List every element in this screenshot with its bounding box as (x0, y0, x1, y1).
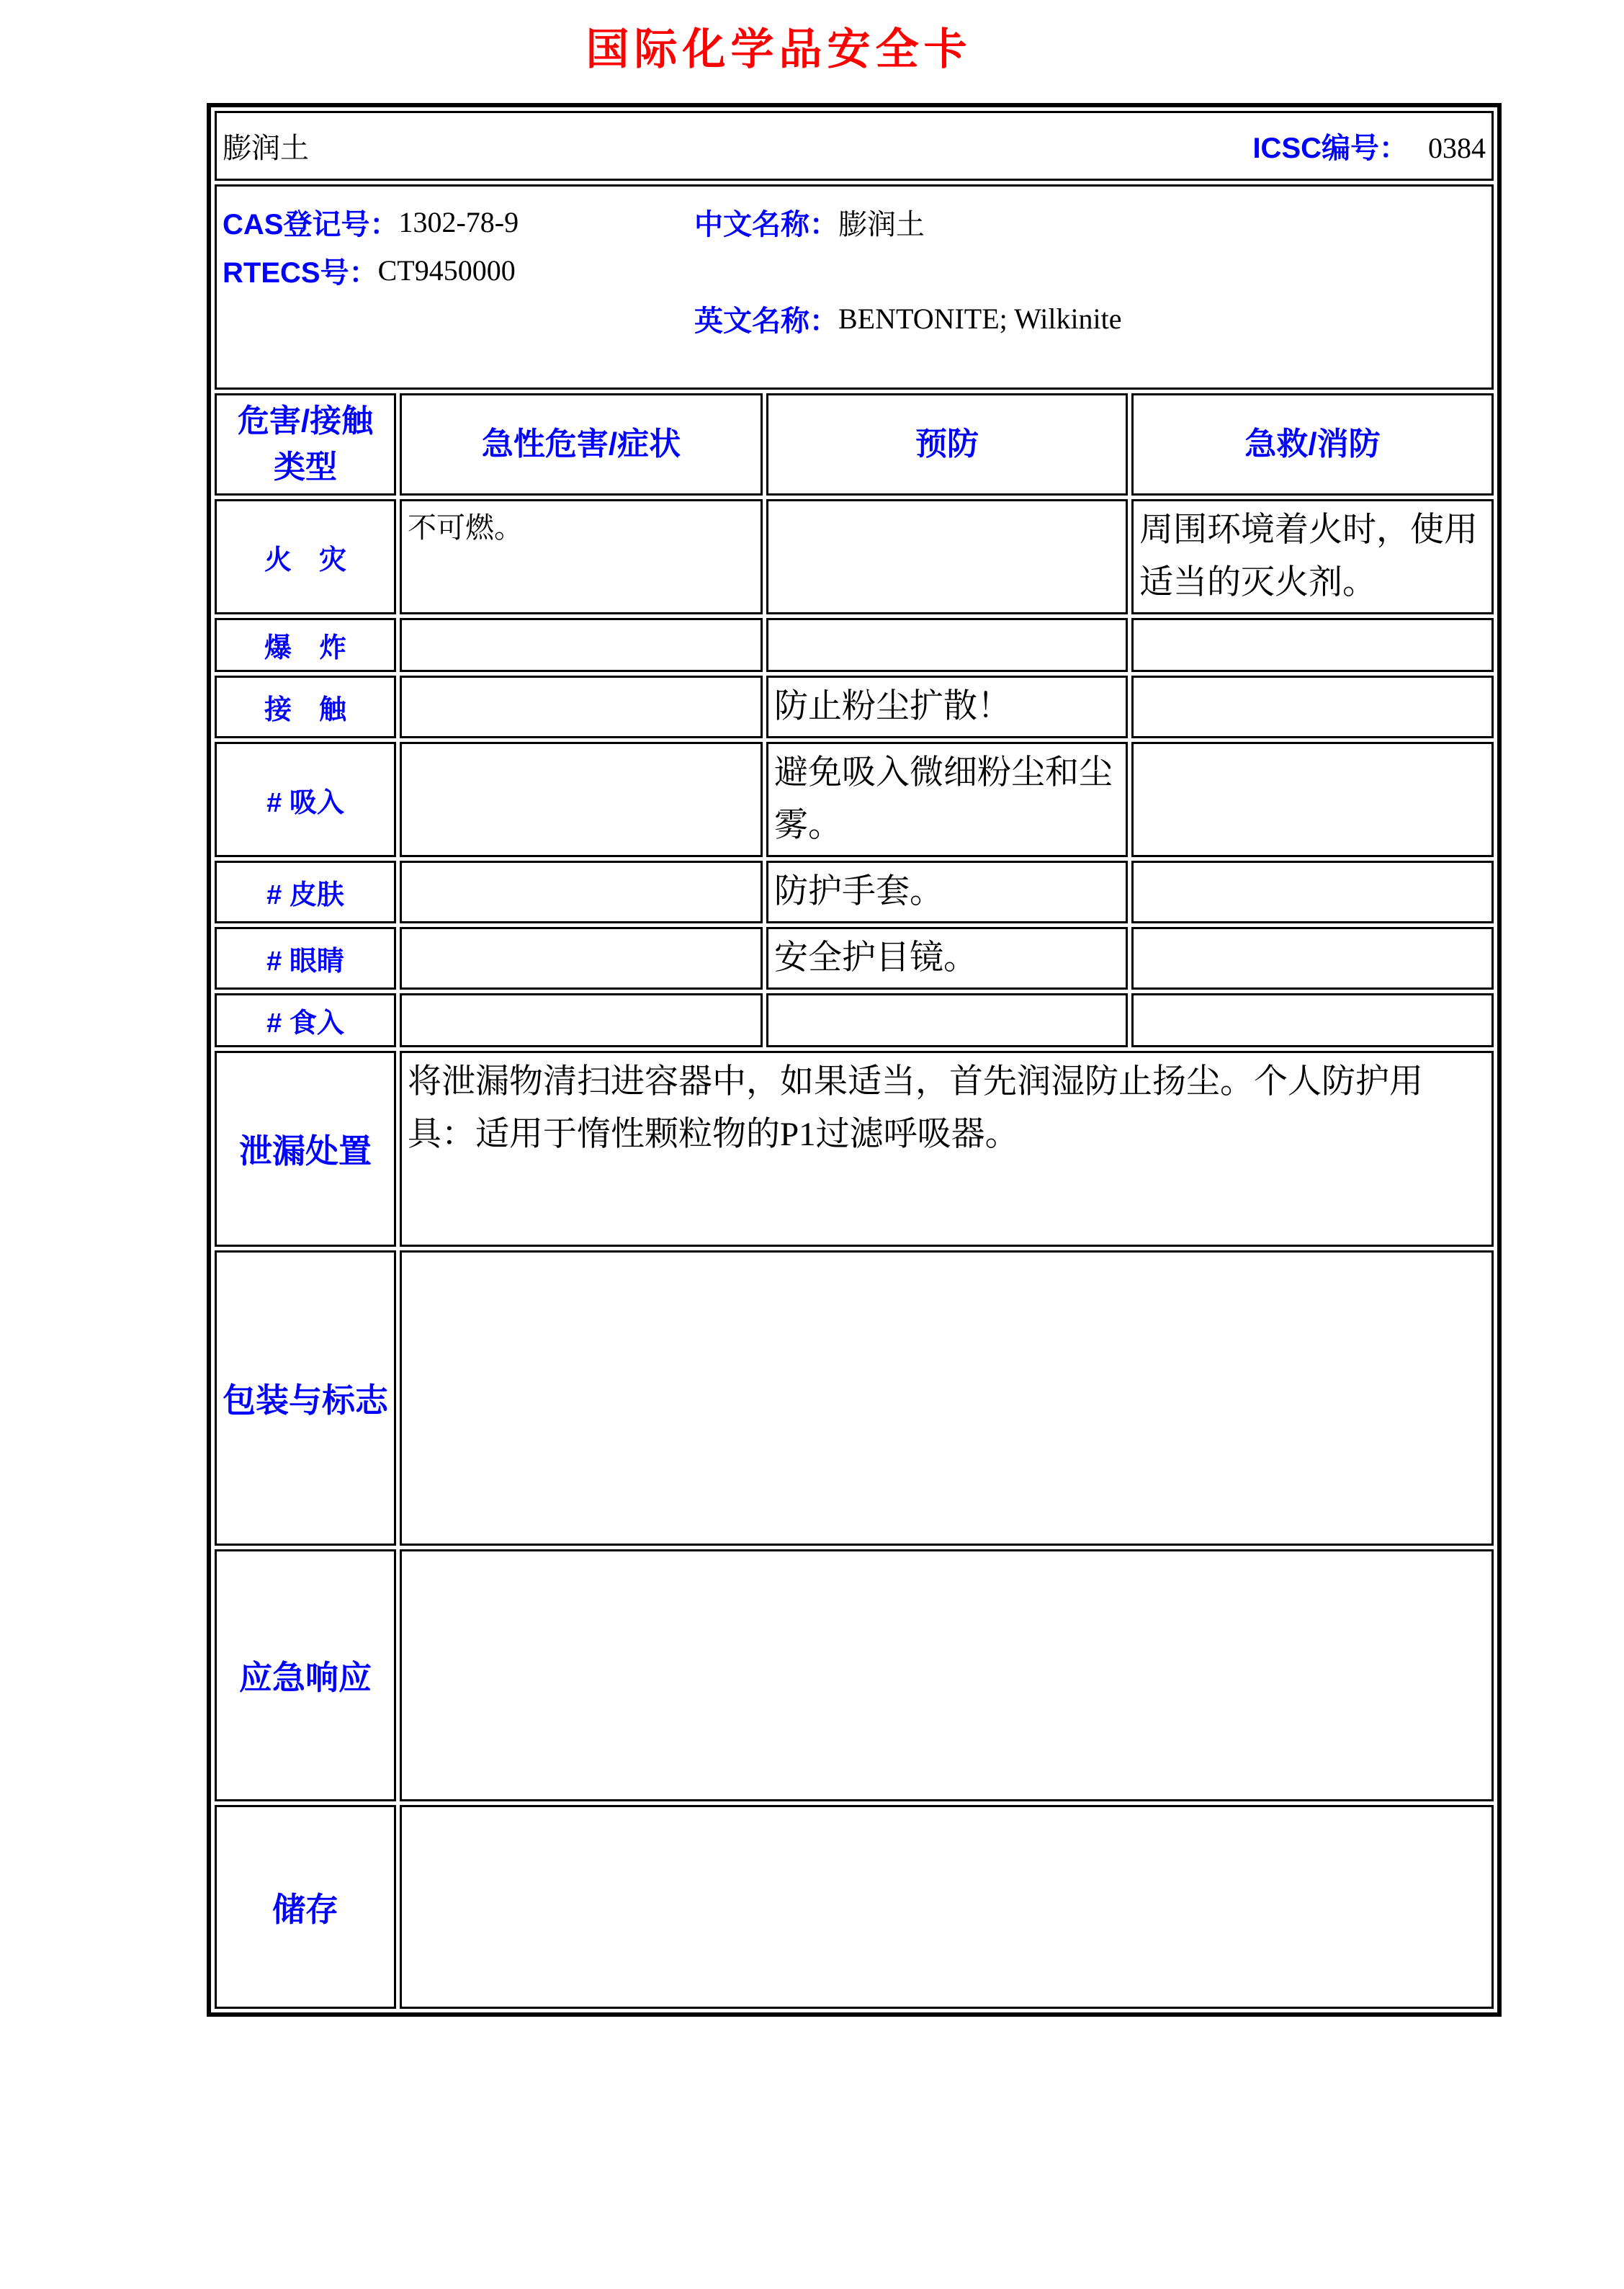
first-aid-cell: 周围环境着火时，使用适当的灭火剂。 (1131, 499, 1494, 614)
symptoms-cell (400, 861, 763, 923)
prevention-cell: 防止粉尘扩散！ (766, 676, 1128, 738)
section-content: 将泄漏物清扫进容器中，如果适当，首先润湿防止扬尘。个人防护用具：适用于惰性颗粒物的P1过滤呼吸器。 (400, 1051, 1494, 1247)
first-aid-cell (1131, 993, 1494, 1047)
identification-row (215, 184, 1494, 390)
col-header-symptoms: 急性危害/症状 (400, 393, 763, 496)
first-aid-cell (1131, 861, 1494, 923)
hazard-row-label: # 吸入 (215, 742, 396, 857)
first-aid-cell (1131, 927, 1494, 990)
name-cell (215, 111, 1494, 181)
cn-name-value: 膨润土 (838, 208, 925, 241)
hazard-row-fire (215, 499, 1494, 614)
cn-name-label: 中文名称： (694, 209, 838, 241)
hazard-row-label: # 食入 (215, 993, 396, 1047)
symptoms-cell (400, 742, 763, 857)
section-row-packaging-labelling (215, 1250, 1494, 1546)
hazard-row-label: 接 触 (215, 676, 396, 738)
prevention-cell (766, 499, 1128, 614)
name-row (215, 111, 1494, 181)
en-name-label: 英文名称： (694, 305, 838, 337)
col-header-first-aid: 急救/消防 (1131, 393, 1494, 496)
icsc-label: ICSC编号： (1252, 133, 1409, 164)
prevention-cell (766, 993, 1128, 1047)
prevention-cell: 避免吸入微细粉尘和尘雾。 (766, 742, 1128, 857)
hazard-row-explosion (215, 618, 1494, 672)
hazard-row-label: # 皮肤 (215, 861, 396, 923)
substance-name: 膨润土 (223, 132, 309, 164)
symptoms-cell (400, 993, 763, 1047)
first-aid-cell (1131, 618, 1494, 672)
symptoms-cell: 不可燃。 (400, 499, 763, 614)
identification-cell (215, 184, 1494, 390)
prevention-cell: 防护手套。 (766, 861, 1128, 923)
first-aid-cell (1131, 676, 1494, 738)
section-content (400, 1250, 1494, 1546)
hazard-row-contact (215, 676, 1494, 738)
symptoms-cell (400, 618, 763, 672)
hazard-row-eyes (215, 927, 1494, 990)
prevention-cell (766, 618, 1128, 672)
en-name-value: BENTONITE; Wilkinite (838, 303, 1122, 335)
hazard-row-ingestion (215, 993, 1494, 1047)
section-label: 泄漏处置 (215, 1051, 396, 1247)
page-title: 国际化学品安全卡 (586, 26, 972, 73)
hazard-row-label: 火 灾 (215, 499, 396, 614)
section-row-spill-disposal (215, 1051, 1494, 1247)
symptoms-cell (400, 676, 763, 738)
prevention-cell: 安全护目镜。 (766, 927, 1128, 990)
symptoms-cell (400, 927, 763, 990)
section-content (400, 1549, 1494, 1801)
icsc-number: 0384 (1428, 132, 1486, 164)
section-label: 储存 (215, 1805, 396, 2009)
safety-card-table (207, 103, 1502, 2017)
cas-value: 1302-78-9 (398, 206, 519, 238)
section-content (400, 1805, 1494, 2009)
column-header-row (215, 393, 1494, 496)
first-aid-cell (1131, 742, 1494, 857)
hazard-row-label: 爆 炸 (215, 618, 396, 672)
section-row-emergency-response (215, 1549, 1494, 1801)
col-header-prevention: 预防 (766, 393, 1128, 496)
section-row-storage (215, 1805, 1494, 2009)
section-label: 应急响应 (215, 1549, 396, 1801)
hazard-row-inhalation (215, 742, 1494, 857)
rtecs-label: RTECS号： (223, 257, 378, 289)
col-header-hazard-type: 危害/接触 类型 (215, 393, 396, 496)
rtecs-value: CT9450000 (377, 254, 516, 287)
cas-label: CAS登记号： (223, 209, 399, 241)
hazard-row-label: # 眼睛 (215, 927, 396, 990)
section-label: 包装与标志 (215, 1250, 396, 1546)
hazard-row-skin (215, 861, 1494, 923)
